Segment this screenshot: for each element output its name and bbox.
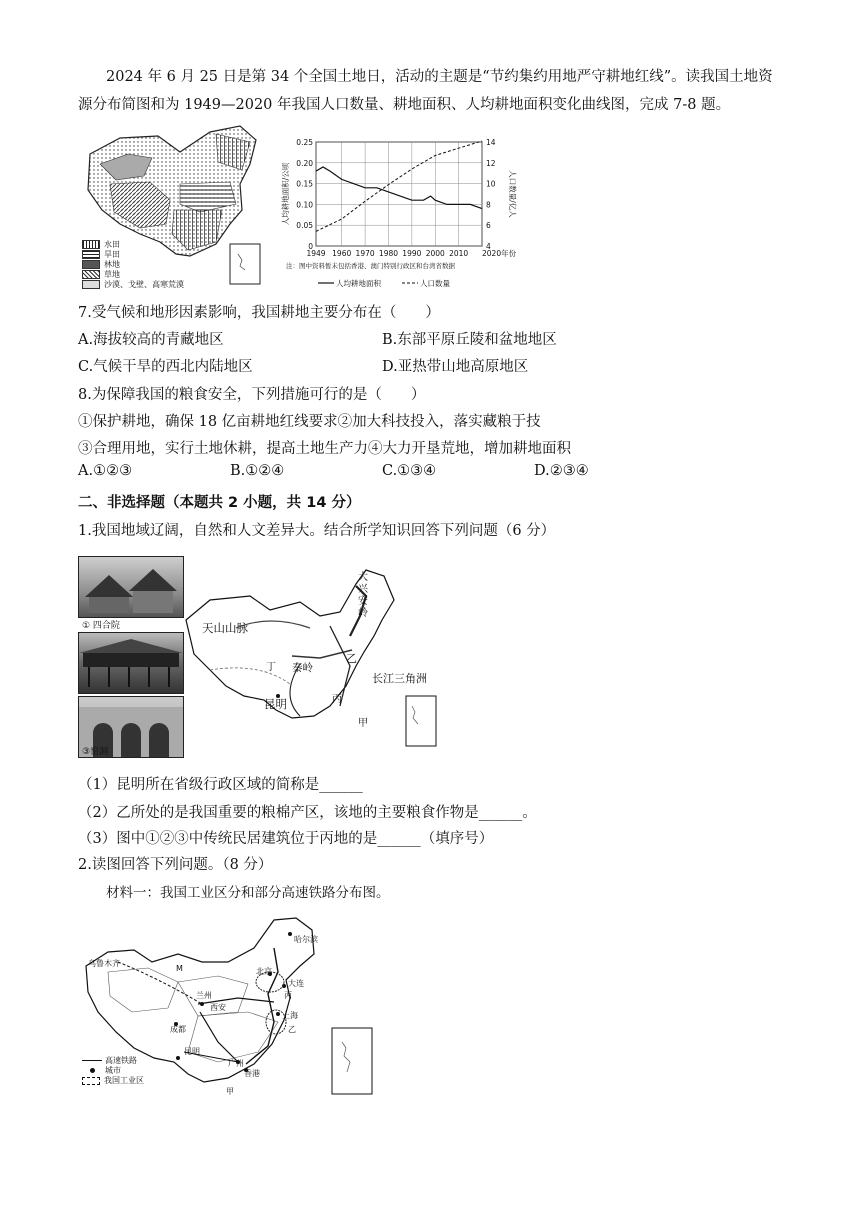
s2-label-bing: 丙 (284, 991, 292, 1000)
s2-label-dalian: 大连 (288, 979, 304, 988)
legend-high-speed-rail: 高速铁路 (105, 1056, 137, 1065)
s2-label-beijing: 北京 (256, 967, 272, 976)
s2-label-xian: 西安 (210, 1003, 226, 1012)
x-tick-label: 2020年份 (482, 249, 517, 258)
label-changjiang-delta: 长江三角洲 (372, 672, 427, 685)
y-left-tick-label: 0 (308, 242, 313, 251)
x-tick-label: 2010 (449, 249, 469, 258)
x-tick-label: 1990 (402, 249, 422, 258)
s1-q1: （1）昆明所在省级行政区域的简称是______ (78, 777, 363, 793)
x-tick-label: 2000 (425, 249, 445, 258)
s2-stem: 2.读图回答下列问题。（8 分） (78, 857, 273, 873)
s2-label-harbin: 哈尔滨 (294, 935, 318, 944)
photo-label-siheyuan: ① 四合院 (82, 621, 120, 631)
photo-label-yaodong: ③窑洞 (82, 747, 109, 757)
industry-railway-map (78, 912, 388, 1098)
legend-paddy: 水田 (104, 240, 120, 249)
label-bing: 丙 (332, 694, 342, 705)
s2-label-chengdu: 成都 (170, 1025, 186, 1034)
x-tick-label: 1970 (355, 249, 375, 258)
q8-option-b[interactable]: B.①②④ (230, 463, 285, 479)
label-qinling: 秦岭 (292, 662, 313, 674)
y-right-tick-label: 12 (486, 158, 496, 168)
q7-option-a[interactable]: A.海拔较高的青藏地区 (78, 332, 224, 348)
legend-label-farmland: 人均耕地面积 (336, 279, 381, 288)
s1-figure (78, 554, 438, 756)
q8-option-a[interactable]: A.①②③ (78, 463, 133, 479)
s2-material: 材料一：我国工业区分和部分高速铁路分布图。 (106, 885, 390, 901)
s2-label-shanghai: 上海 (282, 1011, 298, 1020)
population-farmland-chart (278, 128, 520, 296)
x-tick-label: 1960 (332, 249, 352, 258)
q7-option-b[interactable]: B.东部平原丘陵和盆地地区 (382, 332, 557, 348)
y-right-tick-label: 14 (486, 138, 496, 147)
y-right-tick-label: 10 (486, 179, 496, 189)
s2-label-urumqi: 乌鲁木齐 (88, 959, 120, 968)
legend-city: 城市 (105, 1066, 121, 1075)
s1-q2-answer-blank[interactable]: ______ (478, 805, 523, 821)
chart-note: 注：图中资料暂未包括香港、澳门特别行政区和台湾省数据 (286, 262, 455, 270)
legend-label-population: 人口数量 (420, 279, 450, 288)
legend-grassland: 草地 (104, 270, 120, 279)
s2-map-legend (82, 1056, 144, 1086)
s1-china-map (180, 566, 440, 754)
land-map-legend (82, 240, 184, 290)
label-kunming: 昆明 (264, 697, 287, 711)
legend-dryland: 旱田 (104, 250, 120, 259)
label-tianshan: 天山山脉 (202, 621, 248, 635)
label-jia: 甲 (358, 718, 368, 729)
s1-q3: （3）图中①②③中传统民居建筑位于丙地的是______（填序号） (78, 831, 494, 847)
q7-option-d[interactable]: D.亚热带山地高原地区 (382, 359, 529, 375)
y-left-tick-label: 0.20 (296, 158, 313, 168)
land-resource-map (80, 124, 272, 294)
y-right-axis-title: 人口数量/亿人 (508, 170, 517, 218)
x-tick-label: 1949 (306, 249, 326, 258)
s2-label-lanzhou: 兰州 (196, 991, 212, 1000)
s2-label-yi: 乙 (288, 1025, 296, 1034)
s2-label-m: M (176, 964, 183, 973)
legend-industrial-zone: 我国工业区 (104, 1076, 144, 1085)
x-tick-label: 1980 (378, 249, 399, 258)
q8-option-d[interactable]: D.②③④ (534, 463, 589, 479)
label-ding: 丁 (266, 662, 276, 673)
y-right-tick-label: 8 (486, 200, 491, 210)
q7-stem: 7.受气候和地形因素影响，我国耕地主要分布在（ ） (78, 305, 440, 321)
q8-statement-1: ①保护耕地，确保 18 亿亩耕地红线要求②加大科技投入，落实藏粮于技 (78, 414, 541, 430)
diaojiaolou-photo (78, 632, 184, 694)
s1-q3-answer-blank[interactable]: ______ (377, 831, 421, 847)
label-yi: 乙 (346, 652, 357, 665)
y-left-tick-label: 0.10 (296, 200, 313, 210)
y-left-axis-title: 人均耕地面积/公顷 (281, 162, 290, 226)
siheyuan-photo (78, 556, 184, 618)
intro-line-2: 源分布简图和为 1949—2020 年我国人口数量、耕地面积、人均耕地面积变化曲线图，完成 7-8 题。 (78, 97, 731, 113)
q7-option-c[interactable]: C.气候干旱的西北内陆地区 (78, 359, 253, 375)
s2-label-hongkong: 香港 (244, 1069, 260, 1078)
intro-line-1: 2024 年 6 月 25 日是第 34 个全国土地日，活动的主题是“节约集约用地严守耕地红线”。读我国土地资 (106, 69, 773, 85)
s2-label-jia: 甲 (226, 1087, 234, 1096)
label-daxinganling: 大兴安岭 (358, 572, 368, 619)
y-left-tick-label: 0.25 (296, 138, 313, 147)
legend-forest: 林地 (104, 260, 120, 269)
q8-option-c[interactable]: C.①③④ (382, 463, 437, 479)
s1-q2: （2）乙所处的是我国重要的粮棉产区，该地的主要粮食作物是______。 (78, 805, 537, 821)
s2-label-guangzhou: 广州 (228, 1059, 244, 1068)
y-right-tick-label: 6 (486, 221, 491, 231)
legend-desert: 沙漠、戈壁、高寒荒漠 (104, 280, 184, 289)
s1-stem: 1.我国地域辽阔，自然和人文差异大。结合所学知识回答下列问题（6 分） (78, 523, 556, 539)
q8-stem: 8.为保障我国的粮食安全，下列措施可行的是（ ） (78, 387, 426, 403)
q8-statement-2: ③合理用地，实行土地休耕，提高土地生产力④大力开垦荒地，增加耕地面积 (78, 441, 571, 457)
y-right-tick-label: 4 (486, 242, 491, 251)
section-2-title: 二、非选择题（本题共 2 小题，共 14 分） (78, 495, 361, 511)
plot-area (316, 142, 482, 246)
s1-q1-answer-blank[interactable]: ______ (319, 777, 363, 793)
y-left-tick-label: 0.15 (296, 179, 313, 189)
y-left-tick-label: 0.05 (296, 221, 313, 231)
s2-label-kunming: 昆明 (184, 1047, 200, 1056)
